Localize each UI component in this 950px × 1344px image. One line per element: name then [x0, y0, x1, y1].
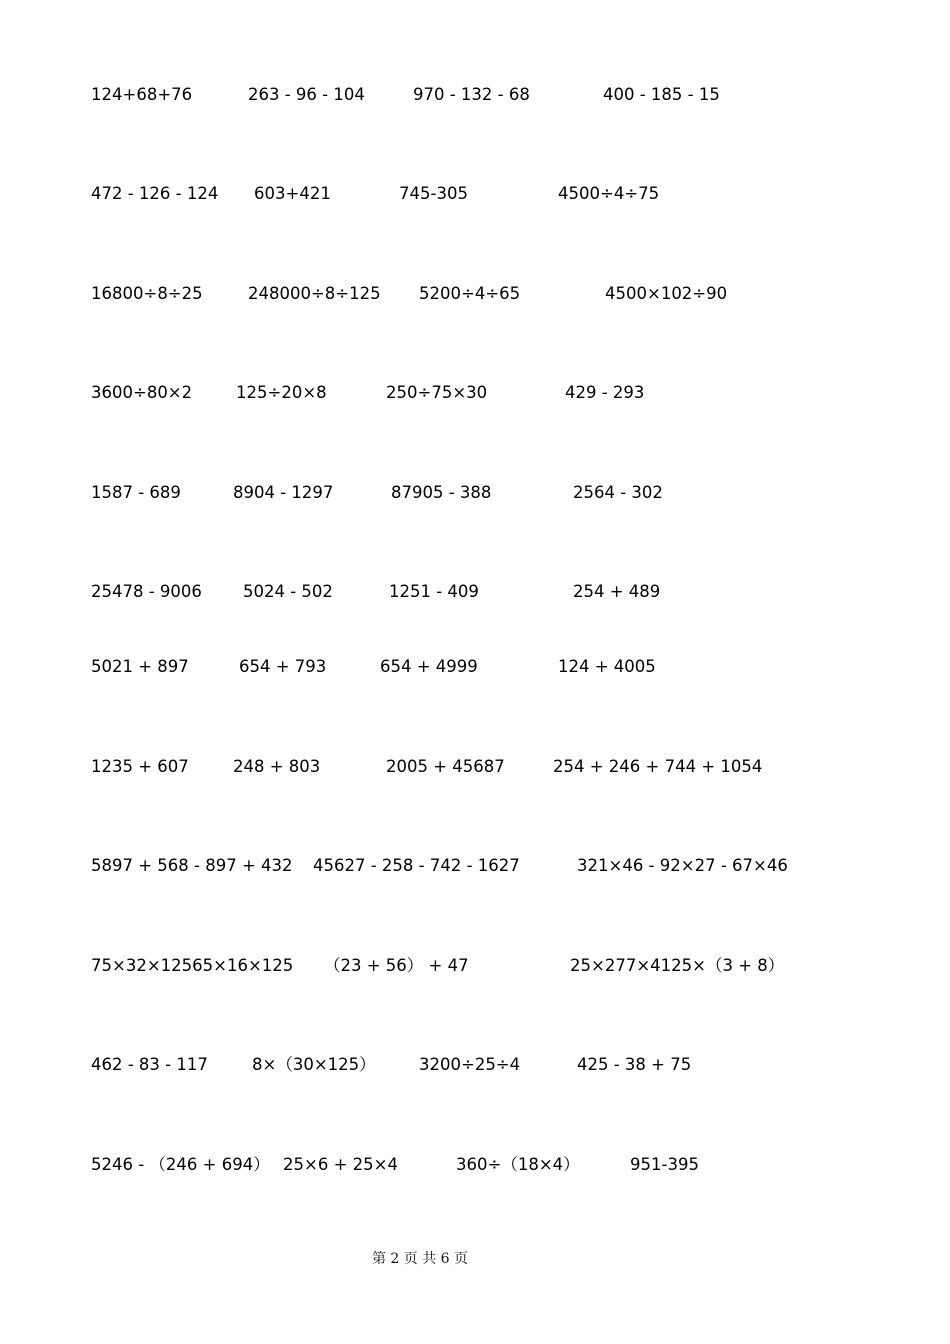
- problem: 5200÷4÷65: [419, 284, 521, 303]
- problem: 8×（30×125）: [252, 1055, 376, 1074]
- problem: 654 + 4999: [380, 657, 478, 676]
- problem: 25478 - 9006: [91, 582, 202, 601]
- problem: 3600÷80×2: [91, 383, 193, 402]
- problem: 1235 + 607: [91, 757, 189, 776]
- problem: （23 + 56） + 47: [324, 956, 469, 975]
- problem: 263 - 96 - 104: [248, 85, 365, 104]
- problem: 745-305: [399, 184, 468, 203]
- problem: 400 - 185 - 15: [603, 85, 720, 104]
- problem: 472 - 126 - 124: [91, 184, 219, 203]
- problem: 2005 + 45687: [386, 757, 505, 776]
- problem: 951-395: [630, 1155, 699, 1174]
- problem: 1587 - 689: [91, 483, 181, 502]
- problem: 603+421: [254, 184, 331, 203]
- problem: 248000÷8÷125: [248, 284, 381, 303]
- problem: 1251 - 409: [389, 582, 479, 601]
- problem: 25×6 + 25×4: [283, 1155, 398, 1174]
- problem: 124 + 4005: [558, 657, 656, 676]
- problem: 254 + 246 + 744 + 1054: [553, 757, 763, 776]
- problem: 87905 - 388: [391, 483, 492, 502]
- problem: 4500×102÷90: [605, 284, 728, 303]
- problem: 254 + 489: [573, 582, 661, 601]
- problem: 124+68+76: [91, 85, 193, 104]
- problem: 248 + 803: [233, 757, 321, 776]
- problem: 4500÷4÷75: [558, 184, 660, 203]
- problem: 360÷（18×4）: [456, 1155, 580, 1174]
- problem: 462 - 83 - 117: [91, 1055, 208, 1074]
- problem: 45627 - 258 - 742 - 1627: [313, 856, 520, 875]
- problem: 654 + 793: [239, 657, 327, 676]
- problem: 16800÷8÷25: [91, 284, 203, 303]
- problem: 5021 + 897: [91, 657, 189, 676]
- problem: 3200÷25÷4: [419, 1055, 521, 1074]
- problem: 125÷20×8: [236, 383, 327, 402]
- problem: 970 - 132 - 68: [413, 85, 530, 104]
- problem: 5024 - 502: [243, 582, 333, 601]
- problem: 8904 - 1297: [233, 483, 334, 502]
- problem: 425 - 38 + 75: [577, 1055, 692, 1074]
- problem: 5897 + 568 - 897 + 432: [91, 856, 293, 875]
- problem: 2564 - 302: [573, 483, 663, 502]
- problem: 75×32×12565×16×125: [91, 956, 294, 975]
- page-footer: 第 2 页 共 6 页: [371, 1251, 469, 1267]
- problem: 25×277×4125×（3 + 8）: [570, 956, 785, 975]
- problem: 5246 - （246 + 694）: [91, 1155, 270, 1174]
- problem: 250÷75×30: [386, 383, 488, 402]
- problem: 429 - 293: [565, 383, 645, 402]
- problem: 321×46 - 92×27 - 67×46: [577, 856, 788, 875]
